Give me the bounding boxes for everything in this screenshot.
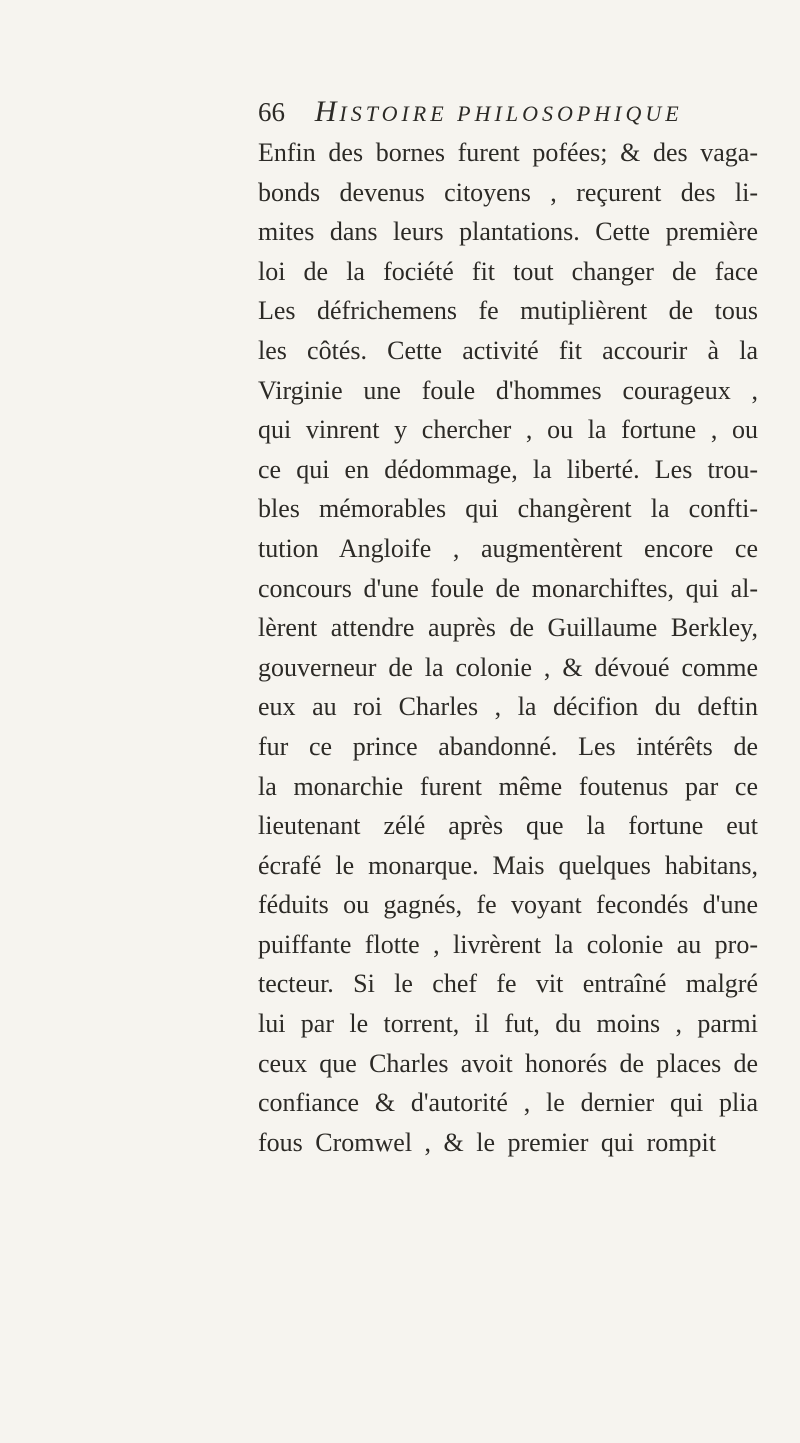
text-line: ce qui en dédommage, la liberté. Les trou- [258,454,758,484]
text-line: tecteur. Si le chef fe vit entraîné malgré [258,969,758,999]
page-number: 66 [258,97,285,127]
running-title-rest: ISTOIRE PHILOSOPHIQUE [339,101,683,126]
running-title [315,97,683,127]
text-line: tution Angloife , augmentèrent encore ce [258,533,758,563]
text-line: Les défrichemens fe mutiplièrent de tous [258,296,758,326]
text-line: loi de la fociété fit tout changer de face [258,256,758,286]
text-line: mites dans leurs plantations. Cette première [258,217,758,247]
text-line: féduits ou gagnés, fe voyant fecondés d'une [258,890,758,920]
text-line: gouverneur de la colonie , & dévoué comme [258,652,758,682]
text-line: puiffante flotte , livrèrent la colonie au pro- [258,929,758,959]
text-line: lieutenant zélé après que la fortune eut [258,811,758,841]
text-line: lèrent attendre auprès de Guillaume Berkley, [258,613,758,643]
text-line: fous Cromwel , & le premier qui rompit [258,1127,716,1157]
text-line: eux au roi Charles , la décifion du deftin [258,692,758,722]
text-line: concours d'une foule de monarchiftes, qui al- [258,573,758,603]
text-line: lui par le torrent, il fut, du moins , parmi [258,1009,758,1039]
body-text [258,133,758,1162]
text-line: confiance & d'autorité , le dernier qui plia [258,1088,758,1118]
text-line: ceux que Charles avoit honorés de places de [258,1048,758,1078]
running-title-initial: H [314,95,340,128]
text-line: Enfin des bornes furent pofées; & des vaga- [258,138,758,167]
text-line: bonds devenus citoyens , reçurent des li- [258,177,758,207]
running-head [258,92,758,132]
text-line: qui vinrent y chercher , ou la fortune , ou [258,415,758,445]
text-line: Virginie une foule d'hommes courageux , [258,375,758,405]
text-line: la monarchie furent même foutenus par ce [258,771,758,801]
text-line: fur ce prince abandonné. Les intérêts de [258,731,758,761]
text-line: écrafé le monarque. Mais quelques habitans, [258,850,758,880]
text-line: les côtés. Cette activité fit accourir à la [258,335,758,365]
text-line: bles mémorables qui changèrent la confti- [258,494,758,524]
